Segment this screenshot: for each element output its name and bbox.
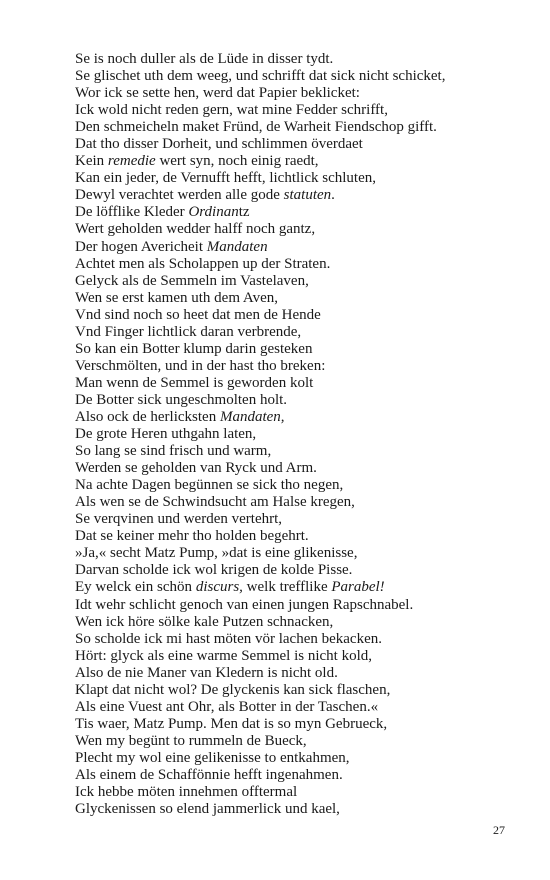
text-line [75, 341, 505, 358]
page-number: 27 [493, 823, 505, 837]
italic-text: discurs, [195, 579, 243, 596]
line-text: Idt wehr schlicht genoch van einen jungen Rapschnabel. [75, 596, 414, 613]
line-text: Ick hebbe möten innehmen offtermal [75, 784, 298, 801]
text-line [75, 239, 505, 256]
poem-text [75, 51, 505, 818]
text-line [75, 614, 505, 631]
line-text: Ick wold nicht reden gern, wat mine Fedder schrifft, [75, 102, 388, 119]
line-text: Dat se keiner mehr tho holden begehrt. [75, 528, 309, 545]
text-line [75, 426, 505, 443]
text-line [75, 528, 505, 545]
text-line [75, 221, 505, 238]
line-text: Also de nie Maner van Kledern is nicht old. [75, 664, 338, 681]
italic-text: Mandaten, [219, 408, 285, 425]
line-text: De grote Heren uthgahn laten, [75, 426, 257, 443]
line-text: . [331, 187, 335, 204]
line-text: So scholde ick mi hast möten vör lachen bekacken. [75, 630, 382, 647]
text-line [75, 443, 505, 460]
text-line [75, 699, 505, 716]
line-text: Se verqvinen und werden vertehrt, [75, 511, 283, 528]
text-line [75, 545, 505, 562]
text-line [75, 307, 505, 324]
line-text: So kan ein Botter klump darin gesteken [75, 340, 313, 357]
line-text: Verschmölten, und in der hast tho breken: [75, 357, 326, 374]
line-text: wert syn, noch einig raedt, [155, 153, 319, 170]
italic-text: Mandaten [206, 238, 268, 255]
line-text: Werden se geholden van Ryck und Arm. [75, 460, 317, 477]
text-line [75, 204, 505, 221]
text-line [75, 750, 505, 767]
line-text: Wen se erst kamen uth dem Aven, [75, 289, 279, 306]
line-text: Hört: glyck als eine warme Semmel is nicht kold, [75, 647, 373, 664]
line-text: Kan ein jeder, de Vernufft hefft, lichtlick schluten, [75, 170, 376, 187]
line-text: Se is noch duller als de Lüde in disser tydt. [75, 51, 334, 67]
line-text: Als wen se de Schwindsucht am Halse kregen, [75, 494, 355, 511]
text-line [75, 767, 505, 784]
text-line [75, 631, 505, 648]
line-text: Der hogen Avericheit [75, 238, 207, 255]
line-text: Als einem de Schaffönnie hefft ingenahmen. [75, 766, 343, 783]
text-line [75, 68, 505, 85]
line-text: Als eine Vuest ant Ohr, als Botter in der Taschen.« [75, 698, 379, 715]
text-line [75, 511, 505, 528]
line-text: Ey welck ein schön [75, 579, 196, 596]
italic-text: statuten [283, 187, 332, 204]
text-line [75, 562, 505, 579]
line-text: Dat tho disser Dorheit, und schlimmen överdaet [75, 136, 363, 153]
text-line [75, 460, 505, 477]
text-line [75, 153, 505, 170]
line-text: Na achte Dagen begünnen se sick tho negen, [75, 477, 344, 494]
text-line [75, 716, 505, 733]
text-line [75, 324, 505, 341]
line-text: Klapt dat nicht wol? De glyckenis kan sick flaschen, [75, 681, 391, 698]
text-line [75, 733, 505, 750]
text-line [75, 477, 505, 494]
text-line [75, 648, 505, 665]
line-text: Se glischet uth dem weeg, und schrifft dat sick nicht schicket, [75, 68, 446, 85]
text-line [75, 136, 505, 153]
line-text: De löfflike Kleder [75, 204, 189, 221]
text-line [75, 119, 505, 136]
line-text: De Botter sick ungeschmolten holt. [75, 391, 288, 408]
line-text: Vnd Finger lichtlick daran verbrende, [75, 323, 302, 340]
line-text: Tis waer, Matz Pump. Men dat is so myn Gebrueck, [75, 715, 388, 732]
text-line [75, 494, 505, 511]
text-line [75, 273, 505, 290]
text-line [75, 784, 505, 801]
line-text: Also ock de herlicksten [75, 408, 220, 425]
line-text: Vnd sind noch so heet dat men de Hende [75, 306, 321, 323]
text-line [75, 187, 505, 204]
italic-text: Parabel! [331, 579, 385, 596]
line-text: Darvan scholde ick wol krigen de kolde Pisse. [75, 562, 353, 579]
line-text: Dewyl verachtet werden alle gode [75, 187, 284, 204]
text-line [75, 85, 505, 102]
text-line [75, 51, 505, 68]
text-line [75, 801, 505, 818]
text-line [75, 409, 505, 426]
text-line [75, 102, 505, 119]
line-text: Wor ick se sette hen, werd dat Papier beklicket: [75, 85, 360, 102]
line-text: welk trefflike [242, 579, 332, 596]
italic-text: remedie [107, 153, 156, 170]
text-line [75, 665, 505, 682]
line-text: Plecht my wol eine gelikenisse to entkahmen, [75, 749, 350, 766]
line-text: tz [238, 204, 250, 221]
line-text: Gelyck als de Semmeln im Vastelaven, [75, 272, 309, 289]
text-line [75, 170, 505, 187]
line-text: Den schmeicheln maket Fründ, de Warheit Fiendschop gifft. [75, 119, 437, 136]
text-line [75, 290, 505, 307]
text-line [75, 579, 505, 596]
text-line [75, 358, 505, 375]
line-text: Wert geholden wedder halff noch gantz, [75, 221, 316, 238]
line-text: So lang se sind frisch und warm, [75, 443, 272, 460]
line-text: Kein [75, 153, 108, 170]
text-line [75, 375, 505, 392]
line-text: Wen ick höre sölke kale Putzen schnacken, [75, 613, 334, 630]
line-text: Glyckenissen so elend jammerlick und kael, [75, 801, 340, 818]
text-line [75, 392, 505, 409]
line-text: Man wenn de Semmel is geworden kolt [75, 374, 314, 391]
italic-text: Ordinan [188, 204, 239, 221]
line-text: Achtet men als Scholappen up der Straten. [75, 255, 331, 272]
text-line [75, 597, 505, 614]
text-line [75, 682, 505, 699]
line-text: »Ja,« secht Matz Pump, »dat is eine glikenisse, [75, 545, 358, 562]
text-line [75, 256, 505, 273]
line-text: Wen my begünt to rummeln de Bueck, [75, 732, 307, 749]
